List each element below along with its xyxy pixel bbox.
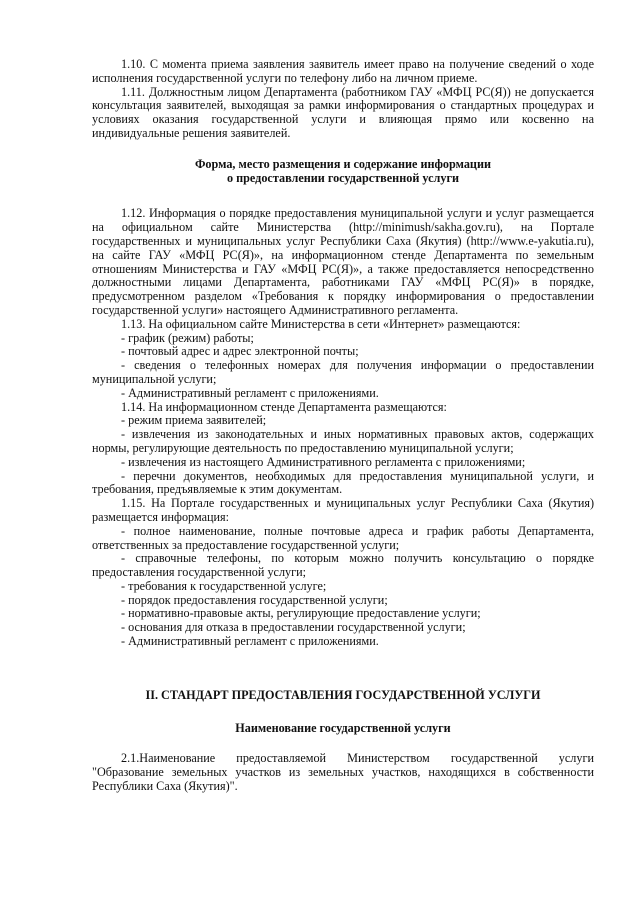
list-item: - извлечения из законодательных и иных нормативных правовых актов, содержащих нормы, регулирующие деятельность по предоставлению муниципальной услуги;: [92, 427, 594, 455]
section-title: II. СТАНДАРТ ПРЕДОСТАВЛЕНИЯ ГОСУДАРСТВЕННОЙ УСЛУГИ: [145, 687, 541, 702]
list-item: - справочные телефоны, по которым можно получить консультацию о порядке предоставления государственной услуги;: [92, 551, 594, 580]
list-item: - перечни документов, необходимых для предоставления муниципальной услуги, и требования, предъявляемые к этим документам.: [92, 468, 594, 497]
list-item: - основания для отказа в предоставлении государственной услуги;: [121, 620, 466, 635]
list-item: - нормативно-правовые акты, регулирующие предоставление услуги;: [121, 606, 481, 621]
list-item: - сведения о телефонных номерах для получения информации о предоставлении муниципальной услуги;: [92, 358, 594, 386]
list-item: - требования к государственной услуге;: [121, 578, 327, 593]
section-heading-line-1: Форма, место размещения и содержание информации: [194, 156, 492, 171]
paragraph-1-15: 1.15. На Портале государственных и муниципальных услуг Республики Саха (Якутия) размещается информация:: [92, 496, 594, 524]
list-item: - порядок предоставления государственной услуги;: [121, 592, 388, 607]
list-item: - Административный регламент с приложениями.: [121, 385, 379, 400]
paragraph-1-12: 1.12. Информация о порядке предоставления муниципальной услуги и услуг размещается на официальном сайте Министерства (http://minimush/sakha.gov.ru), на Портале государственных и муниципальных услуг Республики Саха (Якутия) (http://www.e-yakutia.ru), на сайте ГАУ «МФЦ РС(Я)», на информационном стенде Департамента по земельным отношениям Министерства и ГАУ «МФЦ РС(Я)», а также предоставляется непосредственно должностными лицами Департамента, работниками ГАУ «МФЦ РС(Я)» в порядке, предусмотренном разделом «Требования к порядку информирования о предоставлении государственной услуги» настоящего Административного регламента.: [92, 206, 594, 317]
paragraph-1-13: 1.13. На официальном сайте Министерства в сети «Интернет» размещаются:: [121, 316, 521, 331]
subheading: Наименование государственной услуги: [235, 720, 451, 735]
paragraph-1-14: 1.14. На информационном стенде Департамента размещаются:: [121, 399, 447, 414]
paragraph-2-1: 2.1.Наименование предоставляемой Министерством государственной услуги "Образование земельных участков из земельных участков, находящихся в собственности Республики Саха (Якутия)".: [92, 751, 594, 794]
list-item: - Административный регламент с приложениями.: [121, 634, 379, 649]
section-heading-line-2: о предоставлении государственной услуги: [226, 170, 459, 185]
list-item: - полное наименование, полные почтовые адреса и график работы Департамента, ответственных за предоставление государственной услуги;: [92, 523, 594, 552]
list-item: - извлечения из настоящего Административного регламента с приложениями;: [121, 454, 526, 469]
list-item: - режим приема заявителей;: [121, 413, 267, 428]
paragraph-1-10: 1.10. С момента приема заявления заявитель имеет право на получение сведений о ходе исполнения государственной услуги по телефону либо на личном приеме.: [92, 57, 594, 85]
paragraph-1-11: 1.11. Должностным лицом Департамента (работником ГАУ «МФЦ РС(Я)) не допускается консультация заявителей, выходящая за рамки информирования о стандартных процедурах и условиях оказания государственной услуги и влияющая прямо или косвенно на индивидуальные решения заявителей.: [92, 84, 594, 140]
list-item: - график (режим) работы;: [121, 330, 254, 345]
list-item: - почтовый адрес и адрес электронной почты;: [121, 344, 359, 359]
